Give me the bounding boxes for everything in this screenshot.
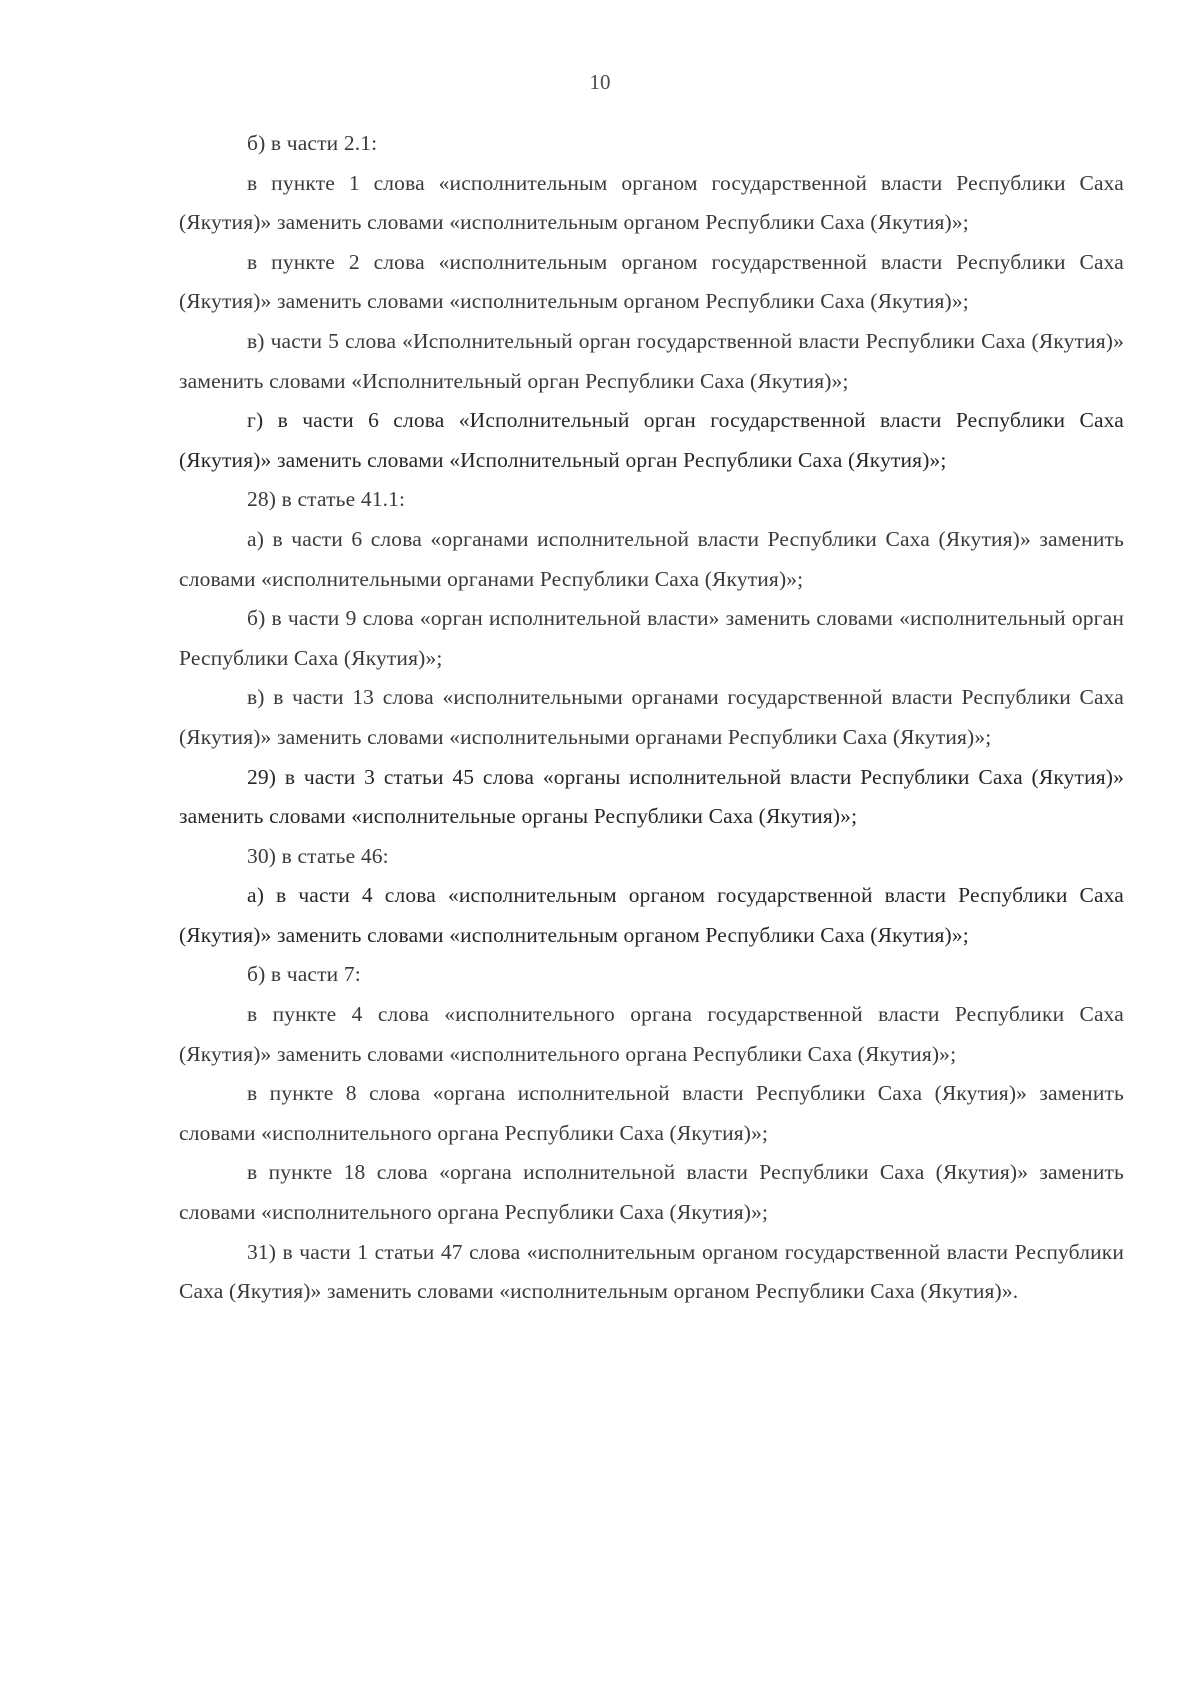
paragraph: а) в части 6 слова «органами исполнительной власти Республики Саха (Якутия)» заменить словами «исполнительными органами Республики Саха (Якутия)»; <box>179 526 1124 591</box>
document-body <box>179 124 1124 1312</box>
paragraph: в) в части 13 слова «исполнительными органами государственной власти Республики Саха (Якутия)» заменить словами «исполнительными органами Республики Саха (Якутия)»; <box>179 685 1124 749</box>
paragraph: 29) в части 3 статьи 45 слова «органы исполнительной власти Республики Саха (Якутия)» заменить словами «исполнительные органы Республики Саха (Якутия)»; <box>179 764 1124 829</box>
paragraph: 31) в части 1 статьи 47 слова «исполнительным органом государственной власти Республики Саха (Якутия)» заменить словами «исполнительным органом Республики Саха (Якутия)». <box>179 1239 1124 1304</box>
paragraph: в пункте 4 слова «исполнительного органа государственной власти Республики Саха (Якутия)» заменить словами «исполнительного органа Республики Саха (Якутия)»; <box>179 1002 1124 1066</box>
page-number: 10 <box>589 70 611 94</box>
paragraph: в) части 5 слова «Исполнительный орган государственной власти Республики Саха (Якутия)» заменить словами «Исполнительный орган Республики Саха (Якутия)»; <box>179 328 1124 393</box>
paragraph: б) в части 9 слова «орган исполнительной власти» заменить словами «исполнительный орган Республики Саха (Якутия)»; <box>179 606 1124 670</box>
paragraph: б) в части 2.1: <box>247 131 378 155</box>
paragraph: 28) в статье 41.1: <box>247 487 406 512</box>
paragraph: г) в части 6 слова «Исполнительный орган государственной власти Республики Саха (Якутия)» заменить словами «Исполнительный орган Республики Саха (Якутия)»; <box>179 408 1124 472</box>
paragraph: в пункте 2 слова «исполнительным органом государственной власти Республики Саха (Якутия)» заменить словами «исполнительным органом Республики Саха (Якутия)»; <box>179 249 1124 314</box>
paragraph: а) в части 4 слова «исполнительным органом государственной власти Республики Саха (Якутия)» заменить словами «исполнительным органом Республики Саха (Якутия)»; <box>179 883 1124 947</box>
paragraph: в пункте 1 слова «исполнительным органом государственной власти Республики Саха (Якутия)» заменить словами «исполнительным органом Республики Саха (Якутия)»; <box>179 170 1124 235</box>
paragraph: 30) в статье 46: <box>247 843 389 868</box>
paragraph: в пункте 18 слова «органа исполнительной власти Республики Саха (Якутия)» заменить словами «исполнительного органа Республики Саха (Якутия)»; <box>179 1160 1124 1225</box>
paragraph: б) в части 7: <box>247 962 361 987</box>
paragraph: в пункте 8 слова «органа исполнительной власти Республики Саха (Якутия)» заменить словами «исполнительного органа Республики Саха (Якутия)»; <box>179 1081 1124 1145</box>
